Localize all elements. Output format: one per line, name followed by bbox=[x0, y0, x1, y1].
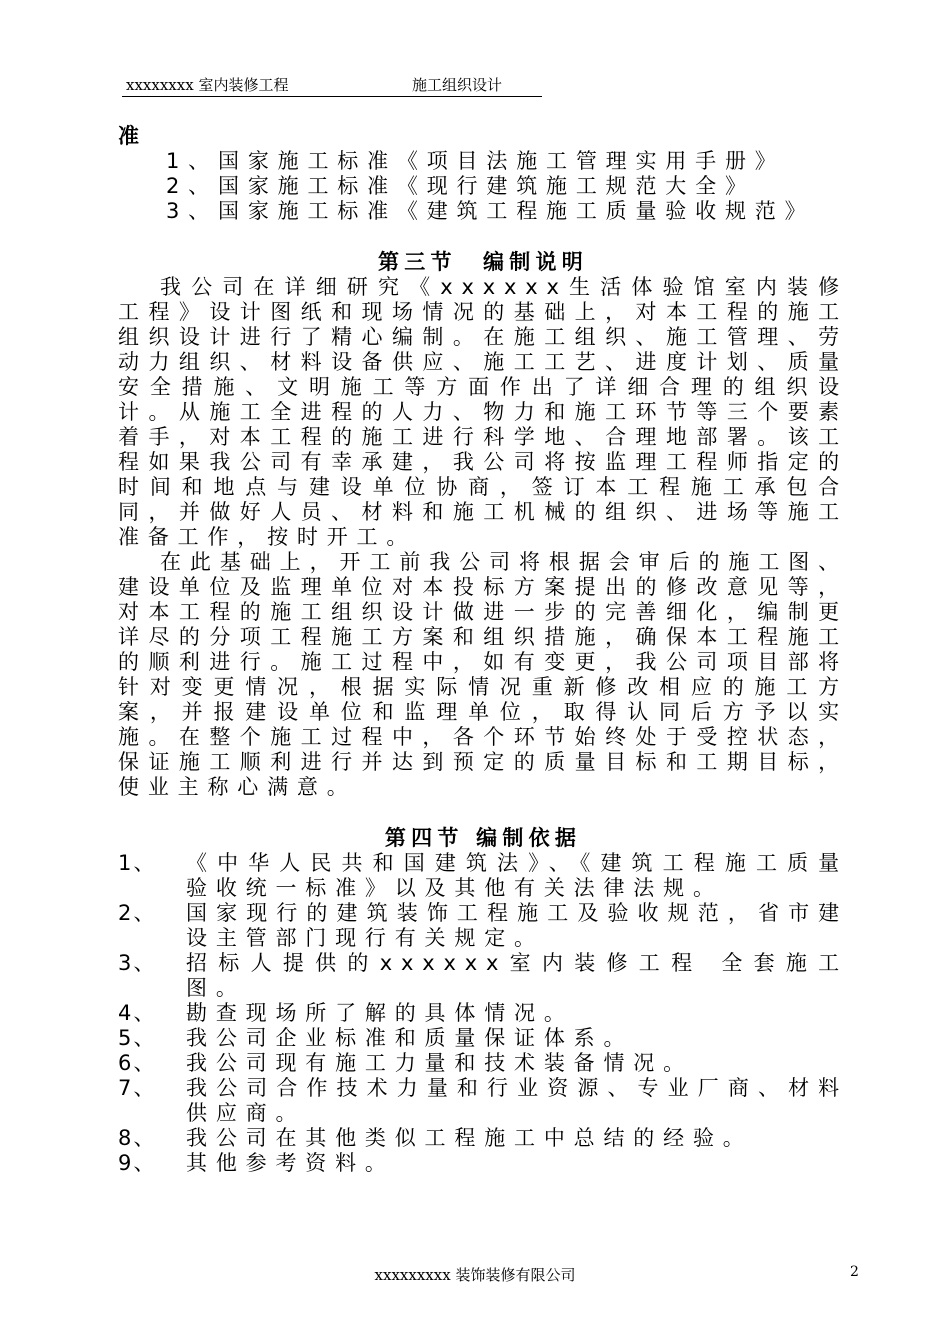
standard-item-2: 2、国家施工标准《现行建筑施工规范大全》 bbox=[166, 174, 755, 198]
section-4-title: 第四节 编制依据 bbox=[384, 826, 582, 850]
list-item-text: 勘查现场所了解的具体情况。 bbox=[186, 1001, 574, 1025]
list-item bbox=[118, 951, 848, 1001]
list-item-text: 国家现行的建筑装饰工程施工及验收规范，省市建设主管部门现行有关规定。 bbox=[186, 901, 848, 950]
list-item-text: 其他参考资料。 bbox=[186, 1151, 395, 1175]
standard-item-3: 3、国家施工标准《建筑工程施工质量验收规范》 bbox=[166, 199, 815, 223]
list-item-number: 7、 bbox=[118, 1076, 157, 1100]
page-content bbox=[118, 124, 848, 1176]
list-item-text: 招标人提供的xxxxxx室内装修工程 全套施工图。 bbox=[186, 951, 848, 1000]
list-item-number: 8、 bbox=[118, 1126, 157, 1150]
page-number: 2 bbox=[850, 1264, 859, 1280]
header-project-name: xxxxxxxx 室内装修工程 bbox=[126, 76, 289, 94]
list-item-number: 9、 bbox=[118, 1151, 157, 1175]
list-item-number: 5、 bbox=[118, 1026, 157, 1050]
list-item-number: 3、 bbox=[118, 951, 157, 975]
section-3-paragraph-1: 我公司在详细研究《xxxxxx生活体验馆室内装修工程》设计图纸和现场情况的基础上，对本工程的施工组织设计进行了精心编制。在施工组织、施工管理、劳动力组织、材料设备供应、施工工艺、进度计划、质量安全措施、文明施工等方面作出了详细合理的组织设计。从施工全进程的人力、物力和施工环节等三个要素着手，对本工程的施工进行科学地、合理地部署。该工程如果我公司有幸承建，我公司将按监理工程师指定的时间和地点与建设单位协商，签订本工程施工承包合同，并做好人员、材料和施工机械的组织、进场等施工准备工作，按时开工。 bbox=[118, 275, 848, 549]
continuation-line: 准 bbox=[118, 124, 139, 148]
list-item-number: 4、 bbox=[118, 1001, 157, 1025]
list-item-text: 《中华人民共和国建筑法》、《建筑工程施工质量验收统一标准》以及其他有关法律法规。 bbox=[186, 851, 848, 900]
basis-list bbox=[118, 851, 848, 1176]
list-item bbox=[118, 1051, 848, 1076]
list-item-number: 6、 bbox=[118, 1051, 157, 1075]
section-3-title: 第三节 编制说明 bbox=[378, 250, 588, 274]
page-footer: xxxxxxxxx 装饰装修有限公司 bbox=[374, 1266, 576, 1284]
header-doc-title: 施工组织设计 bbox=[412, 76, 503, 94]
list-item bbox=[118, 1026, 848, 1051]
list-item-text: 我公司现有施工力量和技术装备情况。 bbox=[186, 1051, 693, 1075]
list-item-text: 我公司在其他类似工程施工中总结的经验。 bbox=[186, 1126, 753, 1150]
list-item bbox=[118, 851, 848, 901]
list-item bbox=[118, 1126, 848, 1151]
list-item-text: 我公司合作技术力量和行业资源、专业厂商、材料供应商。 bbox=[186, 1076, 848, 1125]
list-item-number: 2、 bbox=[118, 901, 157, 925]
list-item-number: 1、 bbox=[118, 851, 157, 875]
standard-item-1: 1、国家施工标准《项目法施工管理实用手册》 bbox=[166, 149, 785, 173]
list-item bbox=[118, 1076, 848, 1126]
section-3-paragraph-2: 在此基础上，开工前我公司将根据会审后的施工图、建设单位及监理单位对本投标方案提出的修改意见等，对本工程的施工组织设计做进一步的完善细化，编制更详尽的分项工程施工方案和组织措施，确保本工程施工的顺利进行。施工过程中，如有变更，我公司项目部将针对变更情况，根据实际情况重新修改相应的施工方案，并报建设单位和监理单位，取得认同后方予以实施。在整个施工过程中，各个环节始终处于受控状态，保证施工顺利进行并达到预定的质量目标和工期目标，使业主称心满意。 bbox=[118, 550, 848, 799]
page-header bbox=[122, 74, 542, 97]
list-item bbox=[118, 1151, 848, 1176]
list-item bbox=[118, 1001, 848, 1026]
list-item bbox=[118, 901, 848, 951]
list-item-text: 我公司企业标准和质量保证体系。 bbox=[186, 1026, 634, 1050]
